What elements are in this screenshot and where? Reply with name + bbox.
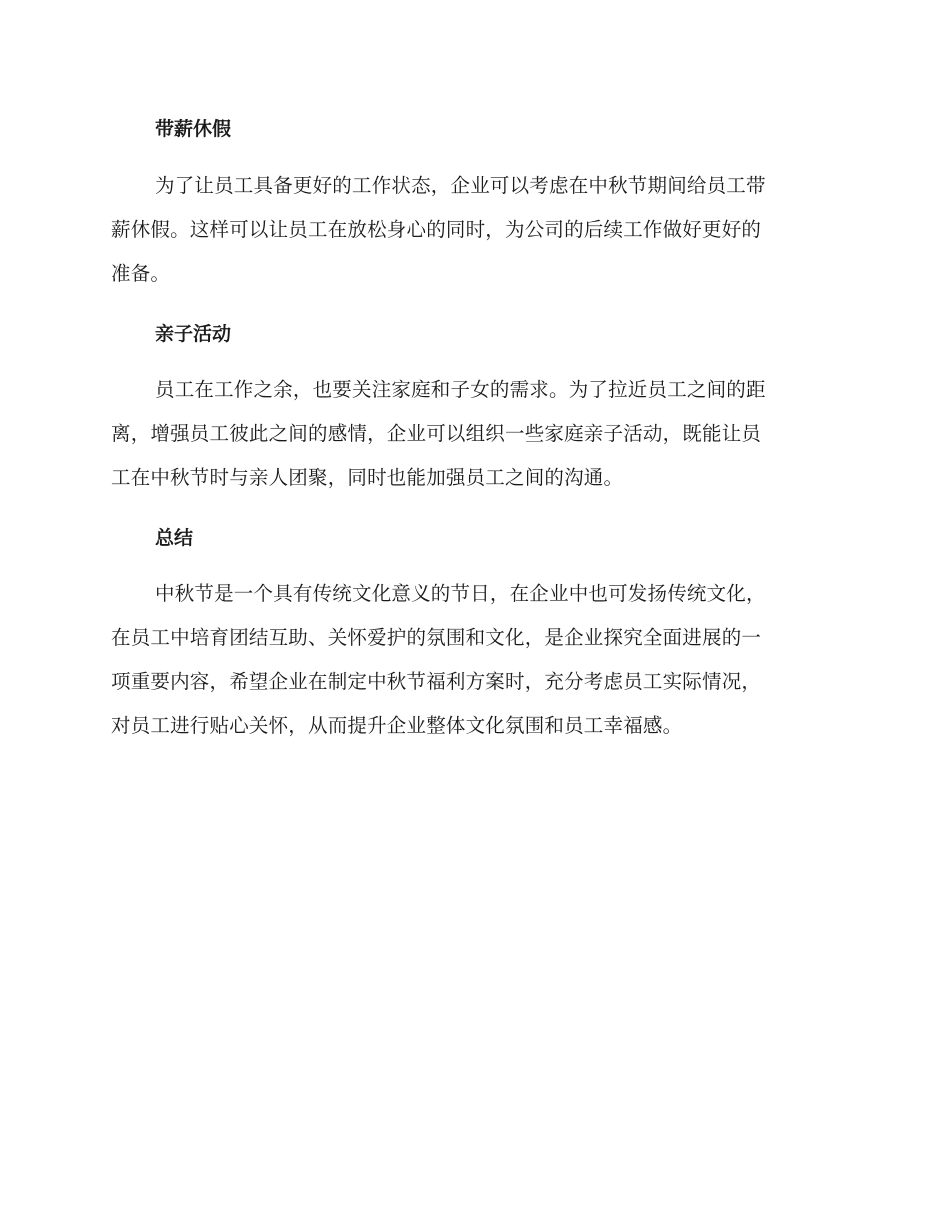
paragraph-line: 工在中秋节时与亲人团聚，同时也能加强员工之间的沟通。	[111, 466, 624, 489]
section-paragraph-summary	[111, 572, 831, 748]
section-heading-family-activities: 亲子活动	[155, 323, 232, 345]
paragraph-line: 为了让员工具备更好的工作状态，企业可以考虑在中秋节期间给员工带	[155, 174, 766, 197]
paragraph-line: 准备。	[111, 262, 171, 285]
paragraph-line: 项重要内容，希望企业在制定中秋节福利方案时，充分考虑员工实际情况，	[111, 670, 762, 693]
section-heading-paid-leave: 带薪休假	[155, 118, 232, 140]
paragraph-line: 员工在工作之余，也要关注家庭和子女的需求。为了拉近员工之间的距	[155, 378, 766, 401]
section-heading-summary: 总结	[155, 527, 194, 549]
section-paragraph-paid-leave	[111, 164, 831, 296]
paragraph-line: 对员工进行贴心关怀，从而提升企业整体文化氛围和员工幸福感。	[111, 714, 683, 737]
paragraph-line: 离，增强员工彼此之间的感情，企业可以组织一些家庭亲子活动，既能让员	[111, 422, 762, 445]
paragraph-line: 中秋节是一个具有传统文化意义的节日，在企业中也可发扬传统文化，	[155, 582, 766, 605]
paragraph-line: 薪休假。这样可以让员工在放松身心的同时，为公司的后续工作做好更好的	[111, 218, 762, 241]
section-paragraph-family-activities	[111, 368, 831, 500]
paragraph-line: 在员工中培育团结互助、关怀爱护的氛围和文化，是企业探究全面进展的一	[111, 626, 762, 649]
